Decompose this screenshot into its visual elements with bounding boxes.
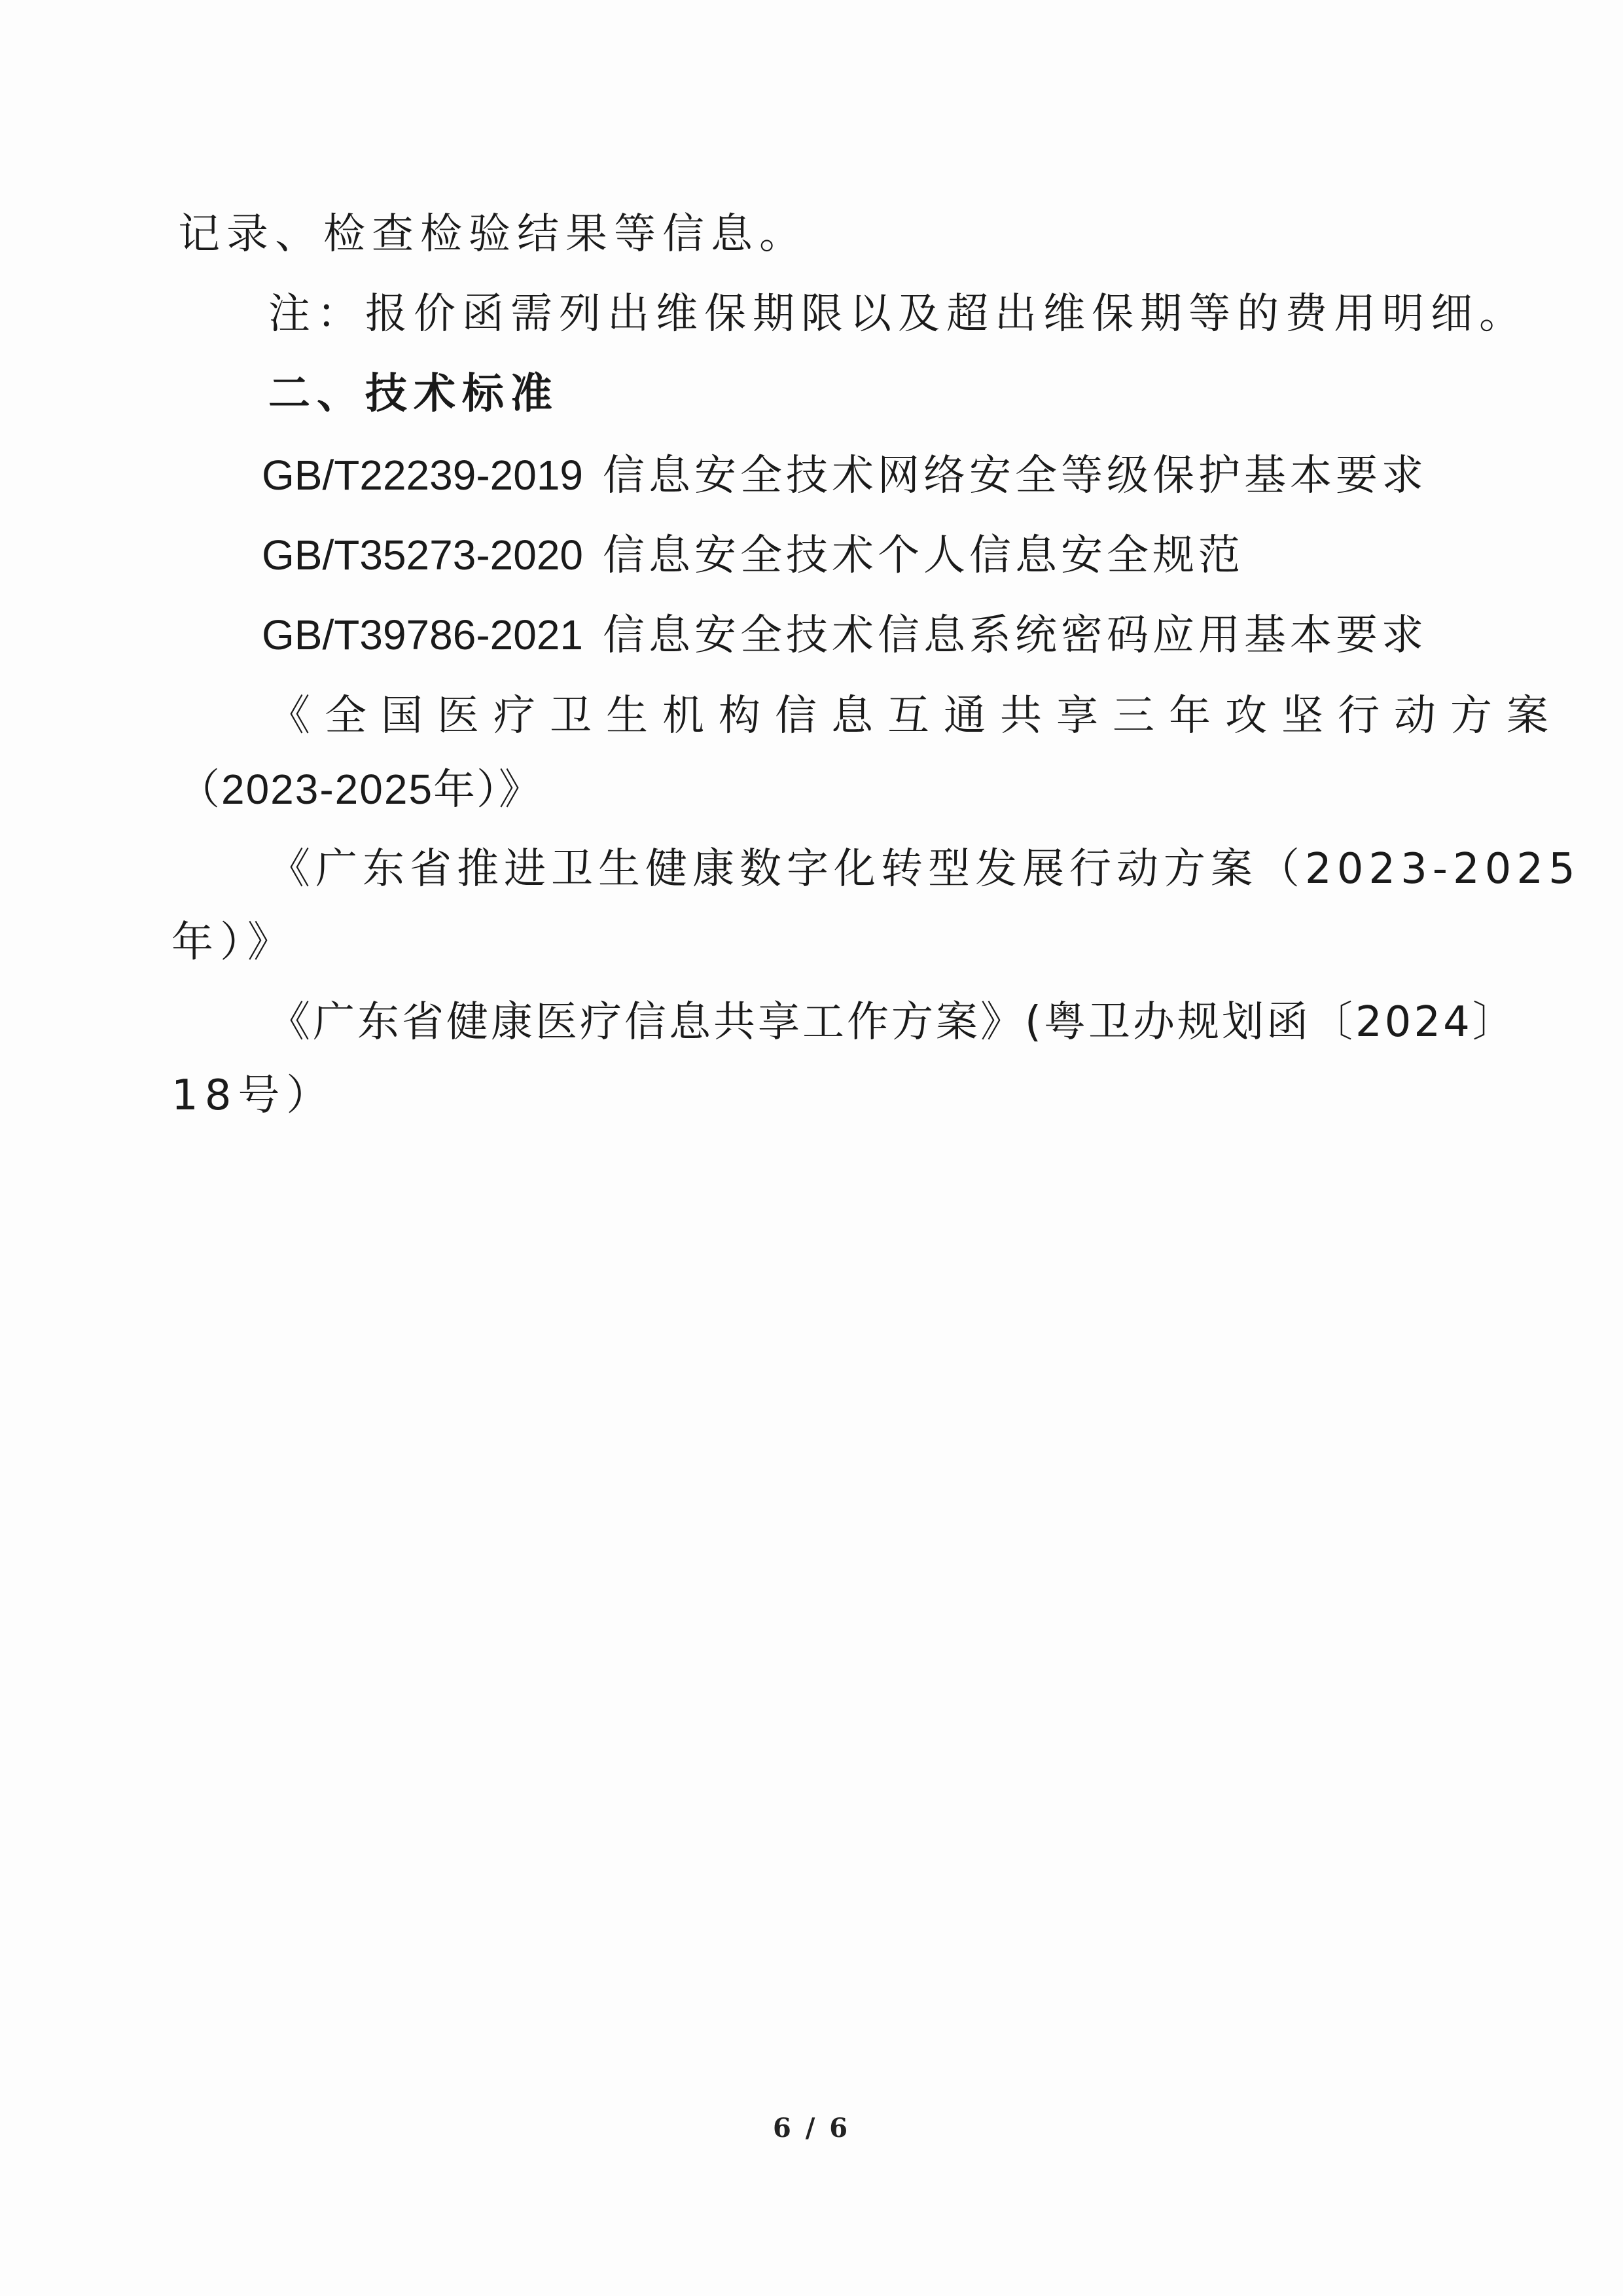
standard-title: 信息安全技术网络安全等级保护基本要求: [603, 452, 1427, 500]
plan-title-line: 18号）: [171, 1071, 335, 1120]
standard-item: [262, 609, 1427, 662]
standard-item: [262, 449, 1427, 502]
plan-title-line: 《广东省健康医疗信息共享工作方案》(粤卫办规划函〔2024〕: [268, 998, 1517, 1047]
standard-title: 信息安全技术个人信息安全规范: [603, 531, 1244, 580]
plan-title-line: （2023-2025年）》: [178, 766, 543, 813]
standard-item: [262, 529, 1244, 582]
body-line-records: 记录、检查检验结果等信息。: [178, 210, 808, 259]
standard-code: GB/T22239-2019: [262, 452, 583, 499]
standard-title: 信息安全技术信息系统密码应用基本要求: [603, 611, 1427, 660]
page-number: 6 / 6: [772, 2113, 851, 2144]
note-paragraph: 注：报价函需列出维保期限以及超出维保期等的费用明细。: [268, 290, 1527, 338]
plan-title-line: 《全国医疗卫生机构信息互通共享三年攻坚行动方案: [268, 692, 1563, 740]
section-heading-technical-standards: 二、技术标准: [268, 370, 559, 418]
plan-title-line: 年）》: [171, 918, 296, 967]
plan-title-line: 《广东省推进卫生健康数字化转型发展行动方案（2023-2025: [268, 845, 1580, 893]
standard-code: GB/T39786-2021: [262, 611, 583, 658]
standard-code: GB/T35273-2020: [262, 531, 583, 579]
